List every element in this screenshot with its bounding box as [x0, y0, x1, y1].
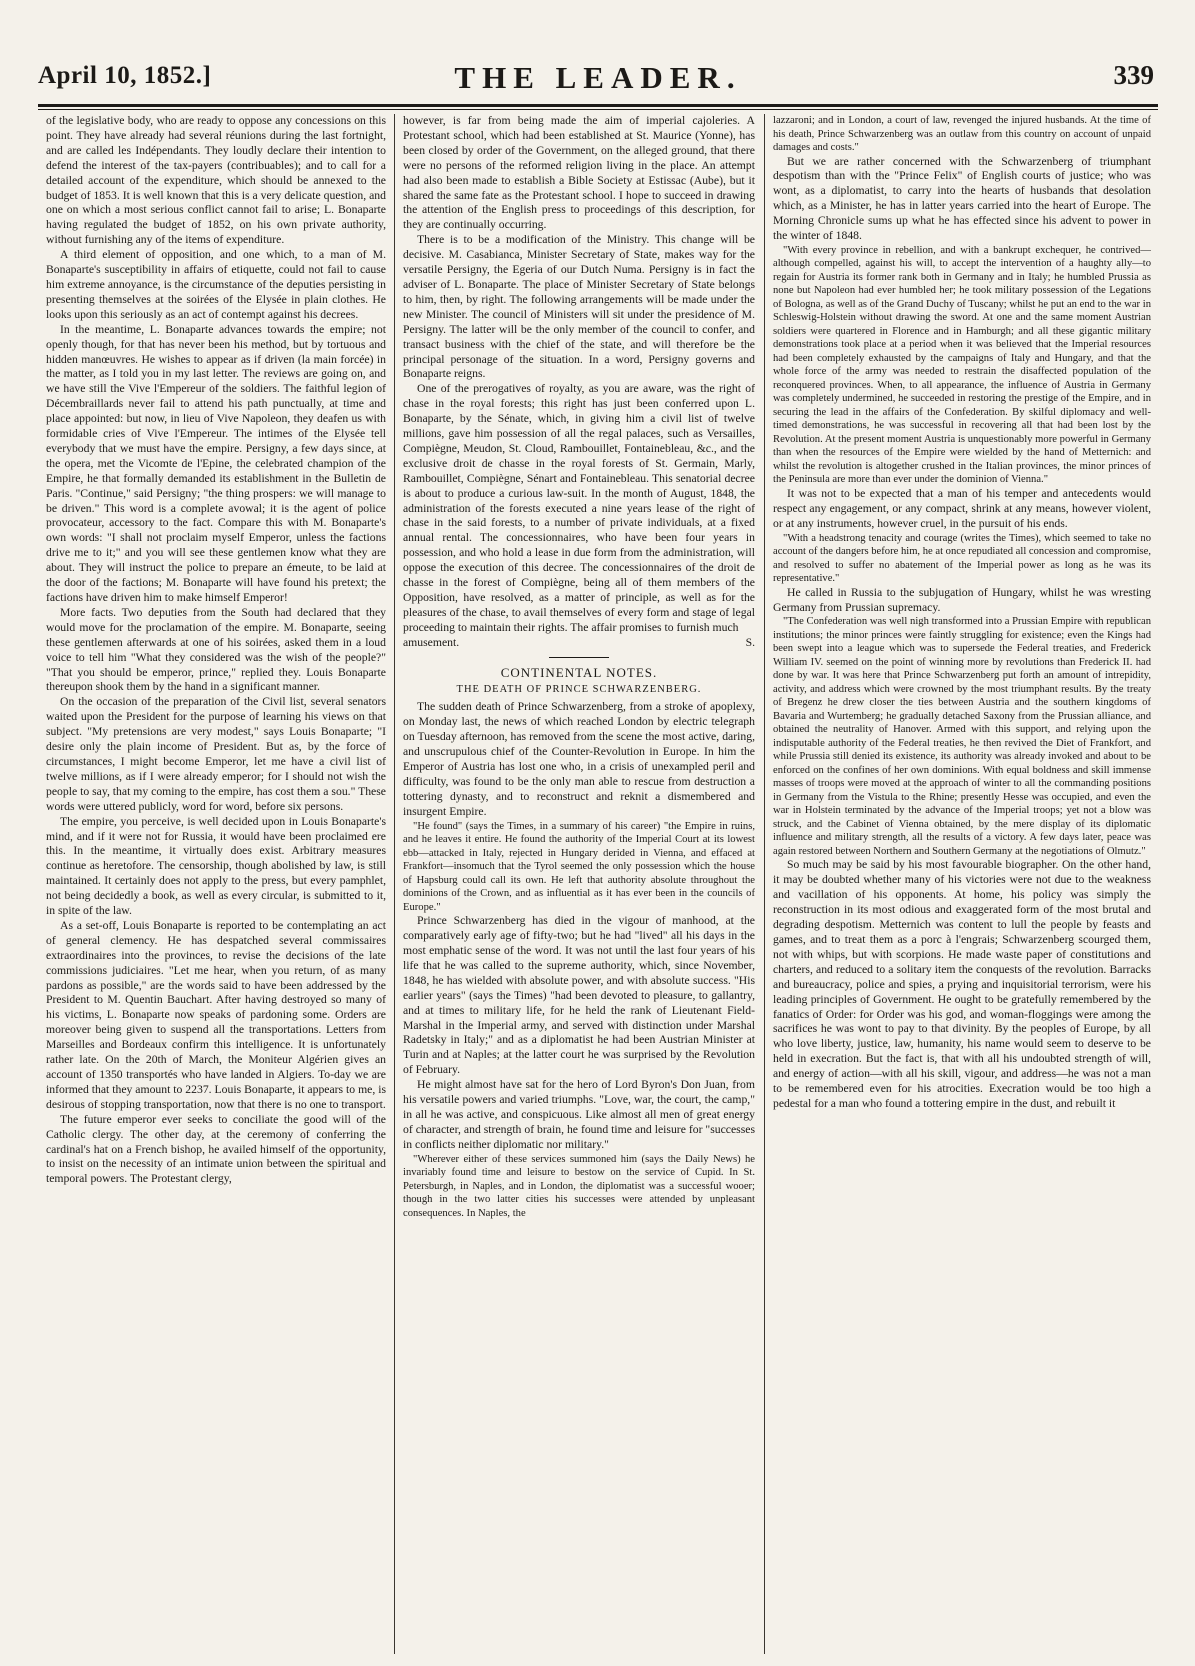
column-divider-2 — [764, 114, 765, 1654]
page-number: 339 — [1113, 60, 1154, 90]
correspondent-signature: S. — [745, 635, 755, 649]
paragraph: He called in Russia to the subjugation of Hungary, whilst he was wresting Germany from Prussian supremacy. — [773, 585, 1151, 614]
quoted-paragraph: "With a headstrong tenacity and courage (writes the Times), which seemed to take no account of the dangers before him, he at once repudiated all concession and compromise, and resolved to suffer no abatement of the Imperial power as long as he was its representative." — [773, 532, 1151, 585]
newspaper-title: THE LEADER. — [454, 60, 742, 95]
paragraph: however, is far from being made the aim of imperial cajoleries. A Protestant school, which had been established at St. Maurice (Yonne), has been closed by order of the Government, on the alleged ground, that there were no persons of the reformed religion living in the place. An attempt had also been made to establish a Bible Society at Estissac (Aube), but it shared the same fate as the Protestant school. I hope to succeed in drawing the attention of the English press to proceedings of this description, for they are continually occurring. — [403, 114, 755, 232]
paragraph: of the legislative body, who are ready to oppose any concessions on this point. They have already had several réunions during the last fortnight, and are called les Indépendants. They loudly declare their intention to defend the interest of the tax-payers (contribuables); and to call for a detailed account of the expenditure, which should be annexed to the budget of 1853. It is well known that this is a very delicate question, and one on which a most serious conflict cannot fail to arise; L. Bonaparte having regulated the budget of 1852, on his own private authority, without furnishing any of the items of expenditure. — [46, 114, 386, 247]
paragraph: The sudden death of Prince Schwarzenberg, from a stroke of apoplexy, on Monday last, the news of which reached London by electric telegraph on Tuesday afternoon, has removed from the scene the most active, daring, and unscrupulous chief of the Counter-Revolution in Europe. In him the Emperor of Austria has lost one who, in a crisis of unexampled peril and difficulty, was found to be the only man able to rescue from destruction a tottering dynasty, and to reconstruct and reknit a dismembered and insurgent Empire. — [403, 700, 755, 818]
header-rule-thin — [38, 109, 1158, 110]
quoted-paragraph: "Wherever either of these services summoned him (says the Daily News) he invariably found time and leisure to bestow on the service of Cupid. In St. Petersburgh, in Naples, and in London, the diplomatist was a successful wooer; though in the two latter cities his successes were attended by unpleasant consequences. In Naples, the — [403, 1153, 755, 1219]
paragraph: On the occasion of the preparation of the Civil list, several senators waited upon the President for the purpose of learning his views on that subject. "My pretensions are very modest," says Louis Bonaparte; "I desire only the plain income of President. But as, by the force of circumstances, I might become Emperor, let me have a civil list of twelve millions, as if I were already emperor; for I should not wish the people to say, that my coming to the empire, has cost them a sou." These words were uttered publicly, word for word, before six persons. — [46, 695, 386, 813]
paragraph: One of the prerogatives of royalty, as you are aware, was the right of chase in the royal forests; this right has just been conferred upon L. Bonaparte, by the Sénate, which, in giving him a civil list of twelve millions, gave him possession of all the regal palaces, such as Versailles, Compiègne, Meudon, St. Cloud, Rambouillet, Fontainebleau, &c., and the exclusive droit de chasse in the royal forests of St. Germain, Marly, Rambouillet, Compiègne, Sénart and Fontainebleau. This senatorial decree is about to produce a curious law-suit. In the month of August, 1848, the administration of the forests executed a nine years lease of the right of chase in the said forests, to a number of private individuals, at a fixed annual rental. The concessionnaires, who have been four years in possession, and who hold a lease in due form from the administration, will oppose the execution of this decree. The concessionnaires of the droit de chasse in the forest of Compiègne, being all of them members of the Opposition, have resolved, as a matter of principle, as well as for the pleasures of the chase, to avail themselves of every form and stage of legal proceeding to maintain their rights. The affair promises to furnish much — [403, 382, 755, 634]
issue-date: April 10, 1852.] — [38, 62, 212, 89]
column-2 — [403, 114, 755, 1654]
paragraph: The empire, you perceive, is well decided upon in Louis Bonaparte's mind, and if it were not for Russia, it would have been proclaimed ere this. In the meantime, it virtually does exist. Arbitrary measures continue as heretofore. The censorship, though abolished by law, is still maintained. It certainly does not apply to the press, but every pamphlet, not being decidedly a book, as well as every circular, is submitted to it, in spite of the law. — [46, 814, 386, 918]
paragraph: It was not to be expected that a man of his temper and antecedents would respect any engagement, or any compact, shrink at any means, however violent, or at any instruments, however cruel, in the pursuit of his ends. — [773, 486, 1151, 530]
section-divider — [549, 657, 609, 658]
quoted-paragraph: "He found" (says the Times, in a summary of his career) "the Empire in ruins, and he leaves it entire. He found the authority of the Imperial Court at its lowest ebb—attacked in Italy, rejected in Hungary derided in Vienna, and effaced at Frankfort—insomuch that the Tyrol seemed the only possession which the house of Hapsburg could call its own. He left that authority absolute throughout the dominions of the Crown, and as influential as it has ever been in the councils of Europe." — [403, 820, 755, 913]
column-3 — [773, 114, 1151, 1654]
quoted-paragraph: lazzaroni; and in London, a court of law, revenged the injured husbands. At the time of his death, Prince Schwarzenberg was an outlaw from this country on account of unpaid damages and costs." — [773, 115, 1151, 153]
quoted-paragraph: "The Confederation was well nigh transformed into a Prussian Empire with republican institutions; the minor princes were faintly struggling for existence; even the Kings had been swept into a league which was to supersede the Federal treaties, and Frederick William IV. seemed on the point of winning more by revolutions than Frederick II. had done by war. It was here that Prince Schwarzenberg put forth an amount of intrepidity, activity, and address which were crowned by the most triumphant results. By the treaty of Bregenz he drew closer the ties between Austria and the southern kingdoms of Bavaria and Wurtemberg; he gradually detached Saxony from the Prussian alliance, and obtained the neutrality of Hanover. Armed with this support, and relying upon the indisputable authority of the Federal treaties, he then revived the Diet of Frankfort, and while Prussia still denied its existence, its authority was already invoked and about to be enforced on the confines of her own dominions. With equal boldness and skill immense masses of troops were moved at the approach of winter to all the commanding positions in Germany from the Vistula to the Rhine; presently Hesse was occupied, and even the war in Holstein terminated by the advance of the Imperial troops; yet not a blow was struck, and the Cabinet of Vienna obtained, by the mere display of its diplomatic influence and military strength, all the results of a victory. A few days later, peace was again restored between Northern and Southern Germany at the negotiations of Olmutz." — [773, 616, 1151, 857]
signoff-last-word: amusement. — [403, 635, 460, 649]
paragraph: More facts. Two deputies from the South had declared that they would move for the proclamation of the empire. M. Bonaparte, seeing these gentlemen afterwards at one of his soirées, asked them in a loud voice to tell him "What they considered was the wish of the people?" "That you should be emperor, prince," replied they. Louis Bonaparte thereupon shook them by the hand in a significant manner. — [46, 605, 386, 694]
paragraph: The future emperor ever seeks to conciliate the good will of the Catholic clergy. The other day, at the ceremony of conferring the cardinal's hat on a French bishop, he availed himself of the opportunity, to insist on the necessity of an intimate union between the spiritual and temporal powers. The Protestant clergy, — [46, 1112, 386, 1186]
section-subheading: THE DEATH OF PRINCE SCHWARZENBERG. — [456, 683, 702, 695]
paragraph: But we are rather concerned with the Schwarzenberg of triumphant despotism than with the "Prince Felix" of English courts of justice; who was wont, as a diplomatist, to carry into the hearts of husbands that desolation which, as a Minister, he has in latter years carried into the heart of Europe. The Morning Chronicle sums up what he has effected since his advent to power in the winter of 1848. — [773, 154, 1151, 243]
masthead — [38, 58, 1158, 102]
column-1 — [46, 114, 386, 1654]
paragraph: A third element of opposition, and one which, to a man of M. Bonaparte's susceptibility in affairs of etiquette, could not fail to cause him extreme annoyance, is the circumstance of the deputies persisting in presenting themselves at the soirées of the Elysée in plain clothes. He looks upon this seriously as an act of contempt against his decrees. — [46, 248, 386, 321]
paragraph: He might almost have sat for the hero of Lord Byron's Don Juan, from his versatile powers and varied triumphs. "Love, war, the court, the camp," in all he was active, and conspicuous. Like almost all men of great energy of character, and strength of brain, he found time and leisure for "successes in conflicts neither diplomatic nor military." — [403, 1078, 755, 1151]
quoted-paragraph: "With every province in rebellion, and with a bankrupt exchequer, he contrived—although compelled, against his will, to accept the intervention of a haughty ally—to regain for Austria its former rank both in Germany and in Italy; he humbled Prussia as none but Napoleon had ever humbled her; he took military possession of the Legations of Bologna, as well as of the Grand Duchy of Tuscany; whilst he put an end to the war in Schleswig-Holstein without drawing the sword. At one and the same moment Austrian soldiers were quartered in Florence and in Hamburgh; and all these gigantic military demonstrations took place at a period when it was believed that the Imperial resources had been completely exhausted by the campaigns of Italy and Hungary, and that the whole force of the army was needed to restrain the disaffected population of the reconquered provinces. When, to all appearance, the influence of Austria in Germany was completely undermined, he succeeded in restoring the prestige of the Empire, and in securing the lead in the affairs of the Confederation. By skilful diplomacy and well-timed demonstrations, he was successful in recovering all that had been lost by the Revolution. At the present moment Austria is unquestionably more powerful in Germany than when the resources of the Empire were wielded by the hand of Metternich: and whilst the revolution is altogether crushed in the Italian provinces, the minor princes of the Peninsula are more than ever under the dominion of Vienna." — [773, 244, 1151, 486]
paragraph: So much may be said by his most favourable biographer. On the other hand, it may be doubted whether many of his victories were not due to the weakness and vacillation of his opponents. At home, his policy was simply the reconstruction in its most odious and exaggerated form of the most brutal and degrading despotism. Metternich was content to lull the people by feasts and games, and to treat them as a porc à l'engrais; Schwarzenberg scourged them, not with whips, but with scorpions. He made waste paper of constitutions and charters, and reduced to a solitary item the conquests of the revolution. Barracks and bureaucracy, police and spies, a prying and inquisitorial terrorism, were his leading principles of Government. He ought to be gratefully remembered by the fanatics of Order: for Order was his god, and woman-floggings were among the sacrifices he was wont to pay to that divinity. By the peoples of Europe, by all who love liberty, justice, law, humanity, his name would seem to deserve to be held in execration. But the fact is, that with all his undoubted strength of will, and energy of action—with all his skill, vigour, and address—he was not a man to be remembered even for his atrocities. Execration would be too high a pedestal for a man who found a tottering empire in the dust, and rebuilt it — [773, 858, 1151, 1110]
section-heading: CONTINENTAL NOTES. — [500, 664, 658, 680]
paragraph: There is to be a modification of the Ministry. This change will be decisive. M. Casabianca, Minister Secretary of State, makes way for the versatile Persigny, the Egeria of our Dutch Numa. Persigny is in fact the adviser of L. Bonaparte. The place of Minister Secretary of State belongs to him, then, by right. The following arrangements will be made under the new Minister. The council of Ministers will sit under the presidence of M. Persigny. The latter will be the only member of the council to confer, and transact business with the chief of the state, and will therefore be the principal personage of the situation. In a word, Persigny governs and Bonaparte reigns. — [403, 233, 755, 381]
paragraph: In the meantime, L. Bonaparte advances towards the empire; not openly though, for that has never been his method, but by tortuous and hidden manœuvres. He wishes to appear as if driven (la main forcée) in the matter, as I told you in my last letter. The reviews are going on, and we have still the Vive l'Empereur of the soldiers. The faithful legion of Décembraillards never fail to attend his path punctually, at time and place appointed: but now, in lieu of Vive Napoleon, they deafen us with formidable cries of Vive l'Empereur. The intimes of the Elysée tell everybody that we must have the empire. Persigny, a few days since, at the opera, met the Vicomte de l'Epine, the celebrated champion of the Empire, he that formally demanded its establishment in the Bulletin de Paris. "Continue," said Persigny; "the thing prospers: we will manage to be driven." This word is a complete avowal; it is the agent of police provocateur, accessory to the fact. Compare this with M. Bonaparte's own words: "I shall not proclaim myself Emperor, unless the factions drive me to it;" and you will see these gentlemen know what they are about. They will instruct the police to prepare an émeute, to be laid at the door of the factions; M. Bonaparte will have found his pretext; the factions have driven him to make himself Emperor! — [46, 322, 386, 604]
paragraph: Prince Schwarzenberg has died in the vigour of manhood, at the comparatively early age of fifty-two; but he had "lived" all his days in the most emphatic sense of the word. It was not until the last four years of his life that he was called to the supreme authority, which, since November, 1848, he has wielded with absolute power, and with absolute success. "His earlier years" (says the Times) "had been devoted to pleasure, to gallantry, and at times to military life, for he held the rank of Lieutenant Field-Marshal in the Imperial army, and served with distinction under Marshal Radetsky in Italy;" and as a diplomatist he had been Austrian Minister at Turin and at Naples; at the latter court he was surprised by the Revolution of February. — [403, 914, 755, 1077]
paragraph: As a set-off, Louis Bonaparte is reported to be contemplating an act of general clemency. He has despatched several commissaires extraordinaires into the provinces, to revise the decisions of the late commissions judiciaires. "Let me hear, when you return, of as many pardons as possible," are the words said to have been addressed by the President to M. Quentin Bauchart. After having destroyed so many of his victims, L. Bonaparte now speaks of pardoning some. Orders are moreover being given to suspend all the transportations. Letters from Marseilles and Bordeaux confirm this intelligence. It is unfortunately rather late. On the 20th of March, the Moniteur Algérien gives an account of 1350 transportés who have landed in Algiers. To-day we are informed that they amount to 2237. Louis Bonaparte, it appears to me, is desirous of stopping transportation, now that there is no one to transport. — [46, 918, 386, 1111]
column-divider-1 — [394, 114, 395, 1654]
letter-signoff — [403, 636, 755, 651]
header-rule-thick — [38, 104, 1158, 107]
